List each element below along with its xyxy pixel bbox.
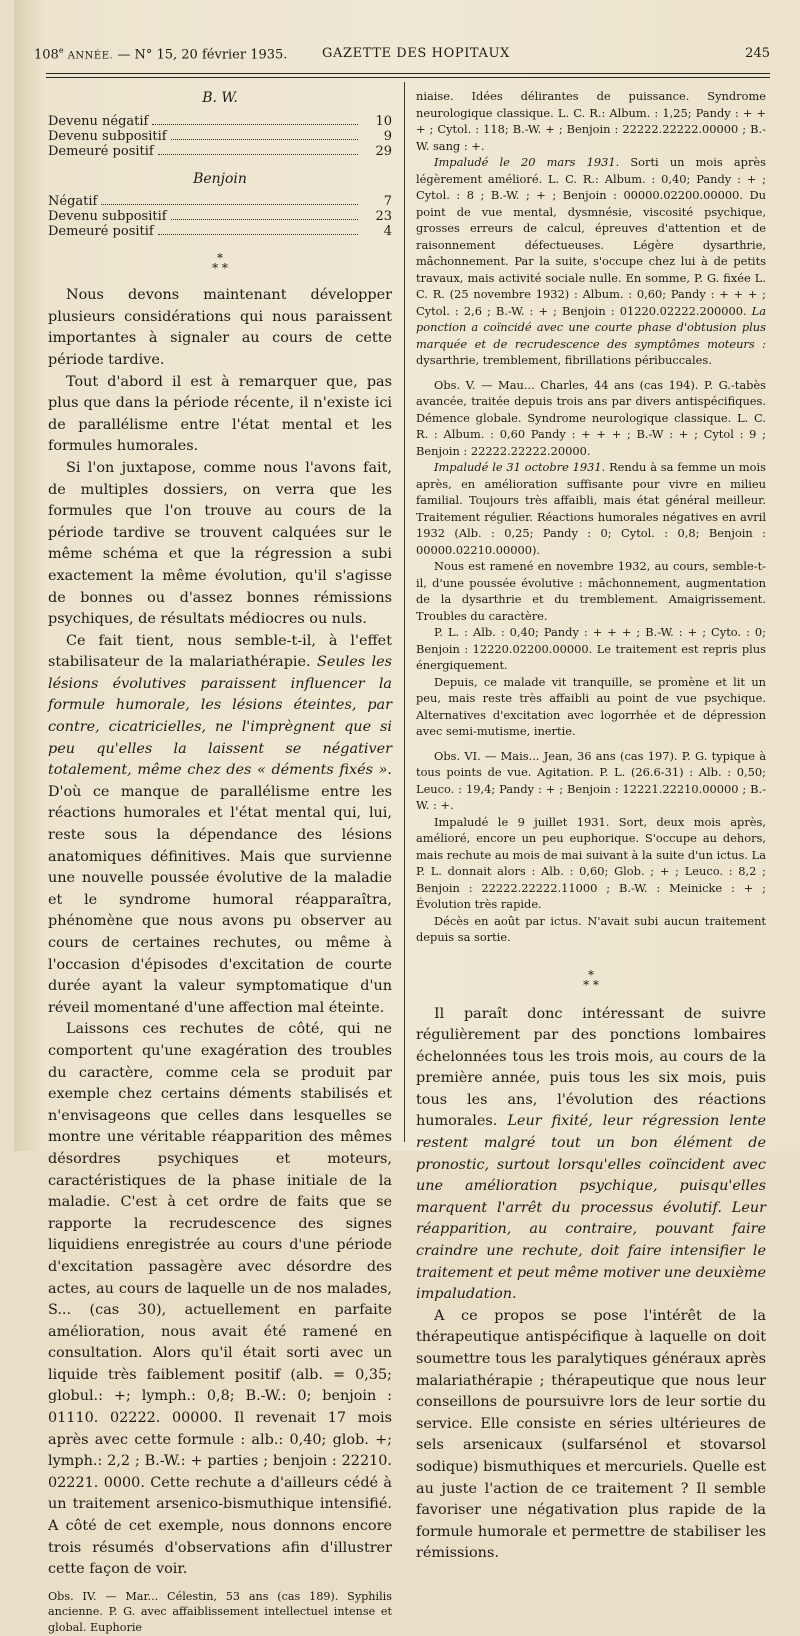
- leader-dots: [171, 209, 358, 220]
- paragraph: P. L. : Alb. : 0,40; Pandy : + + + ; B.-W. : + ; Cyto. : 0; Benjoin : 12220.02200.00000. Le traitement est repris plus énergiquement.: [416, 625, 766, 672]
- stat-label: Demeuré positif: [48, 143, 154, 159]
- column-divider: [404, 82, 405, 1142]
- emphasis-text: Leur fixité, leur régression lente restent malgré tout un bon élément de pronostic, surtout lorsqu'elles coïncident avec une amélioration psychique, puisqu'elles marquent l'arrêt du processus évolutif. Leur réapparition, au contraire, pouvant faire craindre une rechute, doit faire intensifier le traitement et peut même motiver une deuxième impaludation.: [416, 1113, 766, 1303]
- issue-info: [34, 46, 287, 62]
- asterism-top: *: [217, 251, 223, 266]
- stat-row: [48, 209, 392, 224]
- paragraph: Si l'on juxtapose, comme nous l'avons fait, de multiples dossiers, on verra que les formules que l'on trouve au cours de la période tardive se trouvent calquées sur le même schéma et que la régression a subi exactement la même évolution, qu'il s'agisse de bonnes ou d'assez bonnes rémissions psychiques, de résultats médiocres ou nuls.: [48, 459, 392, 628]
- leader-dots: [101, 194, 358, 205]
- observation-vi: Obs. VI. — Mais... Jean, 36 ans (cas 197). P. G. typique à tous points de vue. Agitation. P. L. (26.6-31) : Alb. : 0,50; Leuco. : 19,4; Pandy : + ; Benjoin : 12221.22210.00000 ; B.-W. : +.: [416, 748, 766, 812]
- issue-number: — N° 15, 20 février 1935.: [117, 47, 288, 63]
- stat-label: Demeuré positif: [48, 224, 154, 240]
- stat-value: 7: [383, 194, 392, 210]
- stat-label: Négatif: [48, 194, 98, 210]
- emphasis-text: Seules les lésions évolutives paraissent influencer la formule humorale, les lésions éteintes, par contre, cicatricielles, ne l'imprègnent que si peu qu'elles la laissent se négativer totalement, même chez des « déments fixés ».: [48, 654, 392, 779]
- paragraph: [48, 631, 392, 1020]
- stat-label: Devenu négatif: [48, 113, 149, 129]
- paragraph: Tout d'abord il est à remarquer que, pas plus que dans la période récente, il n'existe ici de parallélisme entre l'état mental et les formules humorales.: [48, 373, 392, 455]
- header-rule-top: [46, 73, 770, 74]
- asterism-top: *: [588, 967, 594, 982]
- leader-dots: [152, 114, 358, 125]
- header-rule-bottom: [46, 77, 770, 78]
- observation-v: Obs. V. — Mau... Charles, 44 ans (cas 194). P. G.-tabès avancée, traitée depuis trois ans par divers antispécifiques. Démence globale. Syndrome neurologique classique. L. C. R. : Album. : 0,60 Pandy : + + + ; B.-W : + ; Cytol : 9 ; Benjoin : 22222.22222.20000.: [416, 377, 766, 458]
- paragraph: A ce propos se pose l'intérêt de la thérapeutique antispécifique à laquelle on doit soumettre tous les paralytiques généraux après malariathérapie ; thérapeutique que nous leur conseillons de poursuivre lors de leur sortie du service. Elle consiste en séries ultérieures de sels arsenicaux (sulfarsénol et stovarsol sodique) bismuthiques et mercuriels. Quelle est au juste l'action de ce traitement ? Il semble favoriser une négativation plus rapide de la formule humorale et permettre de stabiliser les rémissions.: [416, 1307, 766, 1562]
- stat-label: Devenu subpositif: [48, 128, 167, 144]
- text-run: Ce fait tient, nous semble-t-il, à l'effet stabilisateur de la malariathérapie.: [48, 632, 392, 671]
- journal-title: GAZETTE DES HOPITAUX: [322, 46, 510, 61]
- paragraph: Depuis, ce malade vit tranquille, se promène et lit un peu, mais reste très affaibli au point de vue psychique. Alternatives d'excitation avec logorrhée et de dépression avec semi-mutisme, inertie.: [416, 674, 766, 738]
- stat-value: 4: [383, 224, 392, 240]
- page-header: [34, 46, 770, 66]
- emphasis-text: Impaludé le 20 mars 1931.: [434, 155, 620, 169]
- stat-row: [48, 144, 392, 159]
- paragraph: [416, 1004, 766, 1306]
- stat-label: Devenu subpositif: [48, 209, 167, 225]
- emphasis-text: La ponction a coïncidé avec une courte phase d'obtusion plus marquée et de recrudescence des symptômes moteurs :: [416, 303, 766, 351]
- stat-value: 10: [375, 113, 392, 129]
- stat-row: [48, 129, 392, 144]
- asterism-bottom: * *: [583, 977, 599, 992]
- stat-value: 23: [375, 209, 392, 225]
- leader-dots: [158, 224, 358, 235]
- text-run: D'où ce manque de parallélisme entre les réactions humorales et l'état mental qui, lui, reste sous la dépendance des lésions anatomiques définitives. Mais que survienne une nouvelle poussée évolutive de la maladie et le syndrome humoral réapparaîtra, phénomène que nous avons pu observer au cours de certaines rechutes, ou même à l'occasion d'épisodes d'excitation de courte durée ayant la valeur symptomatique d'un réveil momentané d'une affection mal éteinte.: [48, 783, 392, 1016]
- asterism: [48, 251, 392, 276]
- asterism-bottom: * *: [212, 261, 228, 276]
- paragraph: Laissons ces rechutes de côté, qui ne comportent qu'une exagération des troubles du caractère, comme cela se produit par exemple chez certains déments stabilisés et n'envisageons que celles dans lesquelles se montre une véritable réapparition des mêmes désordres psychiques et moteurs, caractéristiques de la phase initiale de la maladie. C'est à cet ordre de faits que se rapporte la recrudescence des signes liquidiens enregistrée au cours d'une période d'excitation passagère avec désordre des actes, au cours de laquelle un de nos malades, S... (cas 30), actuellement en parfaite amélioration, nous avait été ramené en consultation. Alors qu'il était sorti avec un liquide très faiblement positif (alb. = 0,35; globul.: +; lymph.: 0,8; B.-W.: 0; benjoin : 01110. 02222. 00000. Il revenait 17 mois après avec cette formule : alb.: 0,40; glob. +; lymph.: 2,2 ; B.-W.: + parties ; benjoin : 22210. 02221. 0000. Cette rechute a d'ailleurs cédé à un traitement arsenico-bismuthique intensifié. A côté de cet exemple, nous donnons encore trois résumés d'observations afin d'illustrer cette façon de voir.: [48, 1021, 392, 1578]
- observation-iv: Obs. IV. — Mar... Célestin, 53 ans (cas 189). Syphilis ancienne. P. G. avec affaiblissement intellectuel intense et global. Euphorie: [48, 1589, 392, 1634]
- text-run: Il paraît donc intéressant de suivre régulièrement par des ponctions lombaires échelonnées tous les trois mois, au cours de la première année, puis tous les six mois, puis tous les ans, l'évolution des réactions humorales.: [416, 1005, 766, 1130]
- year-number: 108: [34, 47, 59, 63]
- paragraph: Nous devons maintenant développer plusieurs considérations qui nous paraissent importantes à signaler au cours de cette période tardive.: [48, 287, 392, 368]
- leader-dots: [171, 129, 358, 140]
- stat-row: [48, 194, 392, 209]
- bw-title: B. W.: [202, 90, 238, 106]
- paragraph: Impaludé le 9 juillet 1931. Sort, deux mois après, amélioré, encore un peu euphorique. S'occupe au dehors, mais rechute au mois de mai suivant à la suite d'un ictus. La P. L. donnait alors : Alb. : 0,60; Glob. ; + ; Leuco. : 8,2 ; Benjoin : 22222.22222.11000 ; B.-W. : Meinicke : + ; Évolution très rapide.: [416, 814, 766, 911]
- year-superscript: e: [58, 46, 64, 55]
- stat-row: [48, 224, 392, 239]
- stat-value: 29: [375, 143, 392, 159]
- observation-iv-continued: niaise. Idées délirantes de puissance. Syndrome neurologique classique. L. C. R.: Album. : 1,25; Pandy : + + + ; Cytol. : 118; B.-W. + ; Benjoin : 22222.22222.00000 ; B.-W. sang : +.: [416, 89, 766, 153]
- stat-row: [48, 114, 392, 129]
- paragraph: [416, 459, 766, 558]
- spacer: [48, 1581, 392, 1589]
- right-column: [416, 88, 766, 1565]
- page-number: 245: [745, 46, 770, 61]
- emphasis-text: Impaludé le 31 octobre 1931.: [434, 460, 606, 474]
- paragraph: [416, 154, 766, 369]
- left-column: [48, 88, 392, 1636]
- stat-value: 9: [383, 128, 392, 144]
- spacer: [416, 369, 766, 377]
- paragraph: Nous est ramené en novembre 1932, au cours, semble-t-il, d'une poussée évolutive : mâchonnement, augmentation de la dysarthrie et du tremblement. Amaigrissement. Troubles du caractère.: [416, 559, 766, 623]
- leader-dots: [158, 144, 358, 155]
- text-run: Sorti un mois après légèrement amélioré. L. C. R.: Album. : 0,40; Pandy : + ; Cytol. : 8 ; B.-W. ; + ; Benjoin : 00000.02200.00000. Du point de vue mental, dysmnésie, viscosité psychique, grosses erreurs de calcul, épreuves d'attention et de raisonnement défectueuses. Légère dysarthrie, mâchonnement. Par la suite, s'occupe chez lui à de petits travaux, mais activité sociale nulle. En somme, P. G. fixée L. C. R. (25 novembre 1932) : Album. : 0,60; Pandy : + + + ; Cytol. : 2,6 ; B.-W. : + ; Benjoin : 01220.02222.200000.: [416, 155, 766, 318]
- benjoin-title: Benjoin: [193, 170, 247, 187]
- year-label: ANNÉE.: [67, 50, 114, 62]
- asterism: [416, 967, 766, 992]
- spacer: [416, 740, 766, 748]
- text-run: dysarthrie, tremblement, fibrillations péribuccales.: [416, 353, 712, 367]
- paragraph: Décès en août par ictus. N'avait subi aucun traitement depuis sa sortie.: [416, 913, 766, 944]
- text-run: Rendu à sa femme un mois après, en amélioration suffisante pour vivre en milieu familial. Toujours très affaibli, mais état général meilleur. Traitement régulier. Réactions humorales négatives en avril 1932 (Alb. : 0,25; Pandy : 0; Cytol. : 0,8; Benjoin : 00000.02210.00000).: [416, 460, 767, 557]
